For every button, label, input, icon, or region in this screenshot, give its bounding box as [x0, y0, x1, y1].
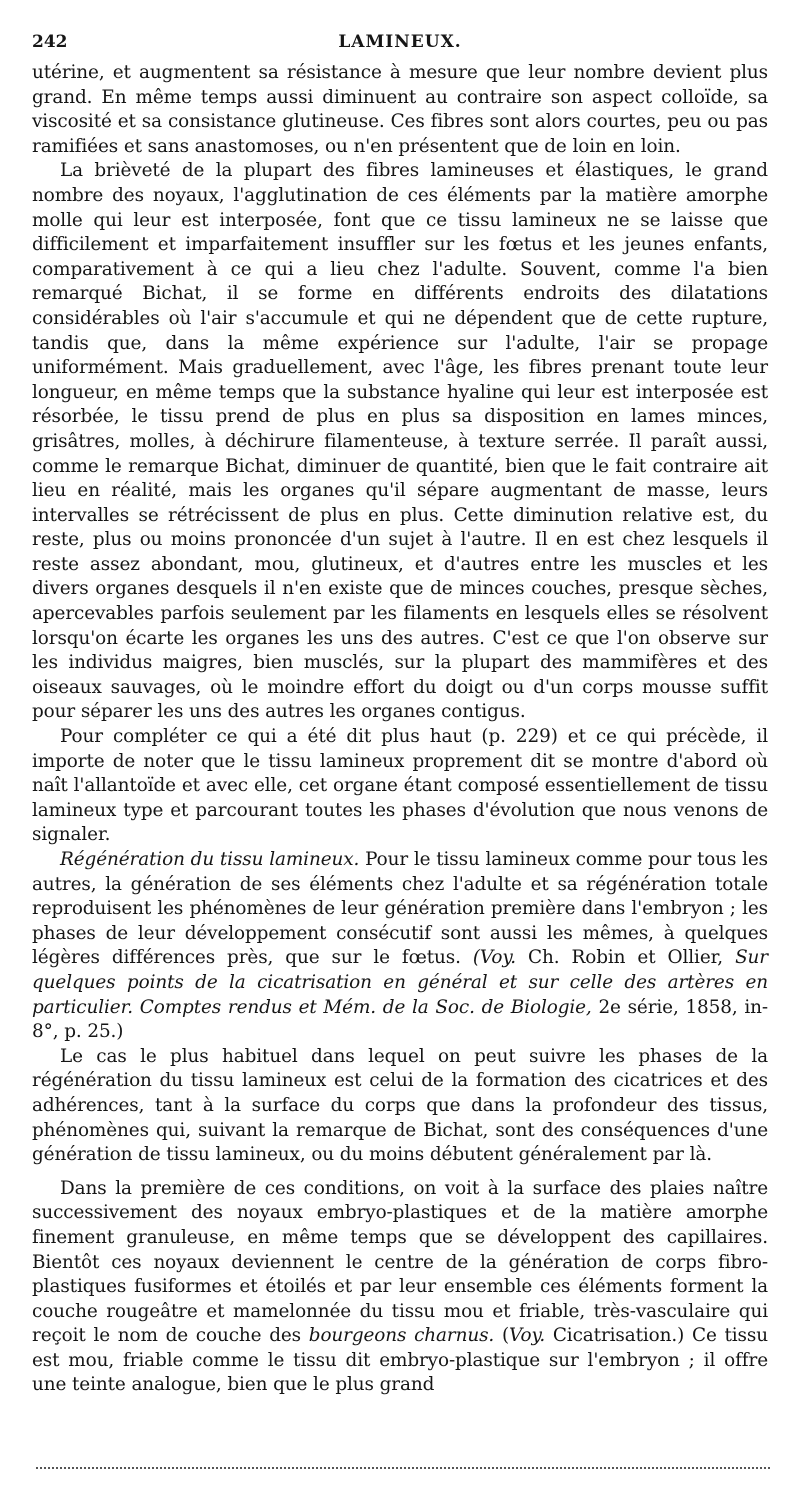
- italic-text: Régénération du tissu lamineux.: [60, 849, 360, 870]
- running-title: LAMINEUX.: [338, 32, 462, 52]
- text-run: Ch. Robin et Ollier,: [515, 947, 736, 969]
- page-number: 242: [32, 32, 68, 52]
- text-run: Le cas le plus habituel dans lequel on peut suivre les phases de la régénération du tissu lamineux est celui de la formation des cicatrices et des adhérences, tant à la surface du corps que dans la profondeur des tissus, phénomènes qui, suivant la remarque de Bichat, sont des conséquences d'une génération de tissu lamineux, ou du moins débutent généralement par là.: [32, 1045, 768, 1166]
- italic-text: (Voy.: [472, 947, 516, 969]
- text-run: 2e série, 1858, in-8°, p. 25.): [32, 996, 768, 1043]
- paragraph: [32, 1177, 768, 1398]
- italic-text: Sur quelques points de la cicatrisation en général et sur celle des artères en particulier. Comptes rendus et Mém. de la Soc. de Biologie,: [32, 947, 768, 1018]
- running-header: [32, 32, 768, 58]
- bottom-dotted-rule: [36, 1467, 770, 1469]
- paragraph: [32, 848, 768, 1045]
- text-run: Pour compléter ce qui a été dit plus haut (p. 229) et ce qui précède, il importe de noter que le tissu lamineux proprement dit se montre d'abord où naît l'allantoïde et avec elle, cet organe étant composé essentiellement de tissu lamineux type et parcourant toutes les phases d'évolution que nous venons de signaler.: [32, 726, 768, 846]
- text-run: Cicatrisation.) Ce tissu est mou, friable comme le tissu dit embryo-plastique sur l'embryon ; il offre une teinte analogue, bien que le plus grand: [32, 1325, 768, 1396]
- italic-text: bourgeons charnus.: [308, 1325, 495, 1347]
- text-run: (: [494, 1325, 510, 1347]
- italic-text: Voy.: [509, 1325, 546, 1347]
- body-text: [32, 61, 768, 1398]
- paragraph: [32, 159, 768, 725]
- paragraph: [32, 725, 768, 848]
- text-run: Dans la première de ces conditions, on voit à la surface des plaies naître successivement des noyaux embryo-plastiques et de la matière amorphe finement granuleuse, en même temps que se développent des capillaires. Bientôt ces noyaux deviennent le centre de la génération de corps fibro-plastiques fusiformes et étoilés et par leur ensemble ces éléments forment la couche rougeâtre et mamelonnée du tissu mou et friable, très-vasculaire qui reçoit le nom de couche des: [32, 1177, 768, 1347]
- text-run: Pour le tissu lamineux comme pour tous les autres, la génération de ses éléments chez l'adulte et sa régénération totale reproduisent les phénomènes de leur génération première dans l'embryon ; les phases de leur développement consécutif sont aussi les mêmes, à quelques légères différences près, que sur le fœtus.: [32, 849, 769, 969]
- paragraph: [32, 61, 768, 159]
- text-run: La brièveté de la plupart des fibres lamineuses et élastiques, le grand nombre des noyaux, l'agglutination de ces éléments par la matière amorphe molle qui leur est interposée, font que ce tissu lamineux ne se laisse que difficilement et imparfaitement insuffler sur les fœtus et les jeunes enfants, comparativement à ce qui a lieu chez l'adulte. Souvent, comme l'a bien remarqué Bichat, il se forme en différents endroits des dilatations considérables où l'air s'accumule et qui ne dépendent que de cette rupture, tandis que, dans la même expérience sur l'adulte, l'air se propage uniformément. Mais graduellement, avec l'âge, les fibres prenant toute leur longueur, en même temps que la substance hyaline qui leur est interposée est résorbée, le tissu prend de plus en plus sa disposition en lames minces, grisâtres, molles, à déchirure filamenteuse, à texture serrée. Il paraît aussi, comme le remarque Bichat, diminuer de quantité, bien que le fait contraire ait lieu en réalité, mais les organes qu'il sépare augmentant de masse, leurs intervalles se rétrécissent de plus en plus. Cette diminution relative est, du reste, plus ou moins prononcée d'un sujet à l'autre. Il en est chez lesquels il reste assez abondant, mou, glutineux, et d'autres entre les muscles et les divers organes desquels il n'en existe que de minces couches, presque sèches, apercevables parfois seulement par les filaments en lesquels elles se résolvent lorsqu'on écarte les organes les uns des autres. C'est ce que l'on observe sur les individus maigres, bien musclés, sur la plupart des mammifères et des oiseaux sauvages, où le moindre effort du doigt ou d'un corps mousse suffit pour séparer les uns des autres les organes contigus.: [32, 160, 768, 723]
- text-run: utérine, et augmentent sa résistance à mesure que leur nombre devient plus grand. En même temps aussi diminuent au contraire son aspect colloïde, sa viscosité et sa consistance glutineuse. Ces fibres sont alors courtes, peu ou pas ramifiées et sans anastomoses, ou n'en présentent que de loin en loin.: [32, 62, 768, 157]
- paragraph: [32, 1045, 768, 1168]
